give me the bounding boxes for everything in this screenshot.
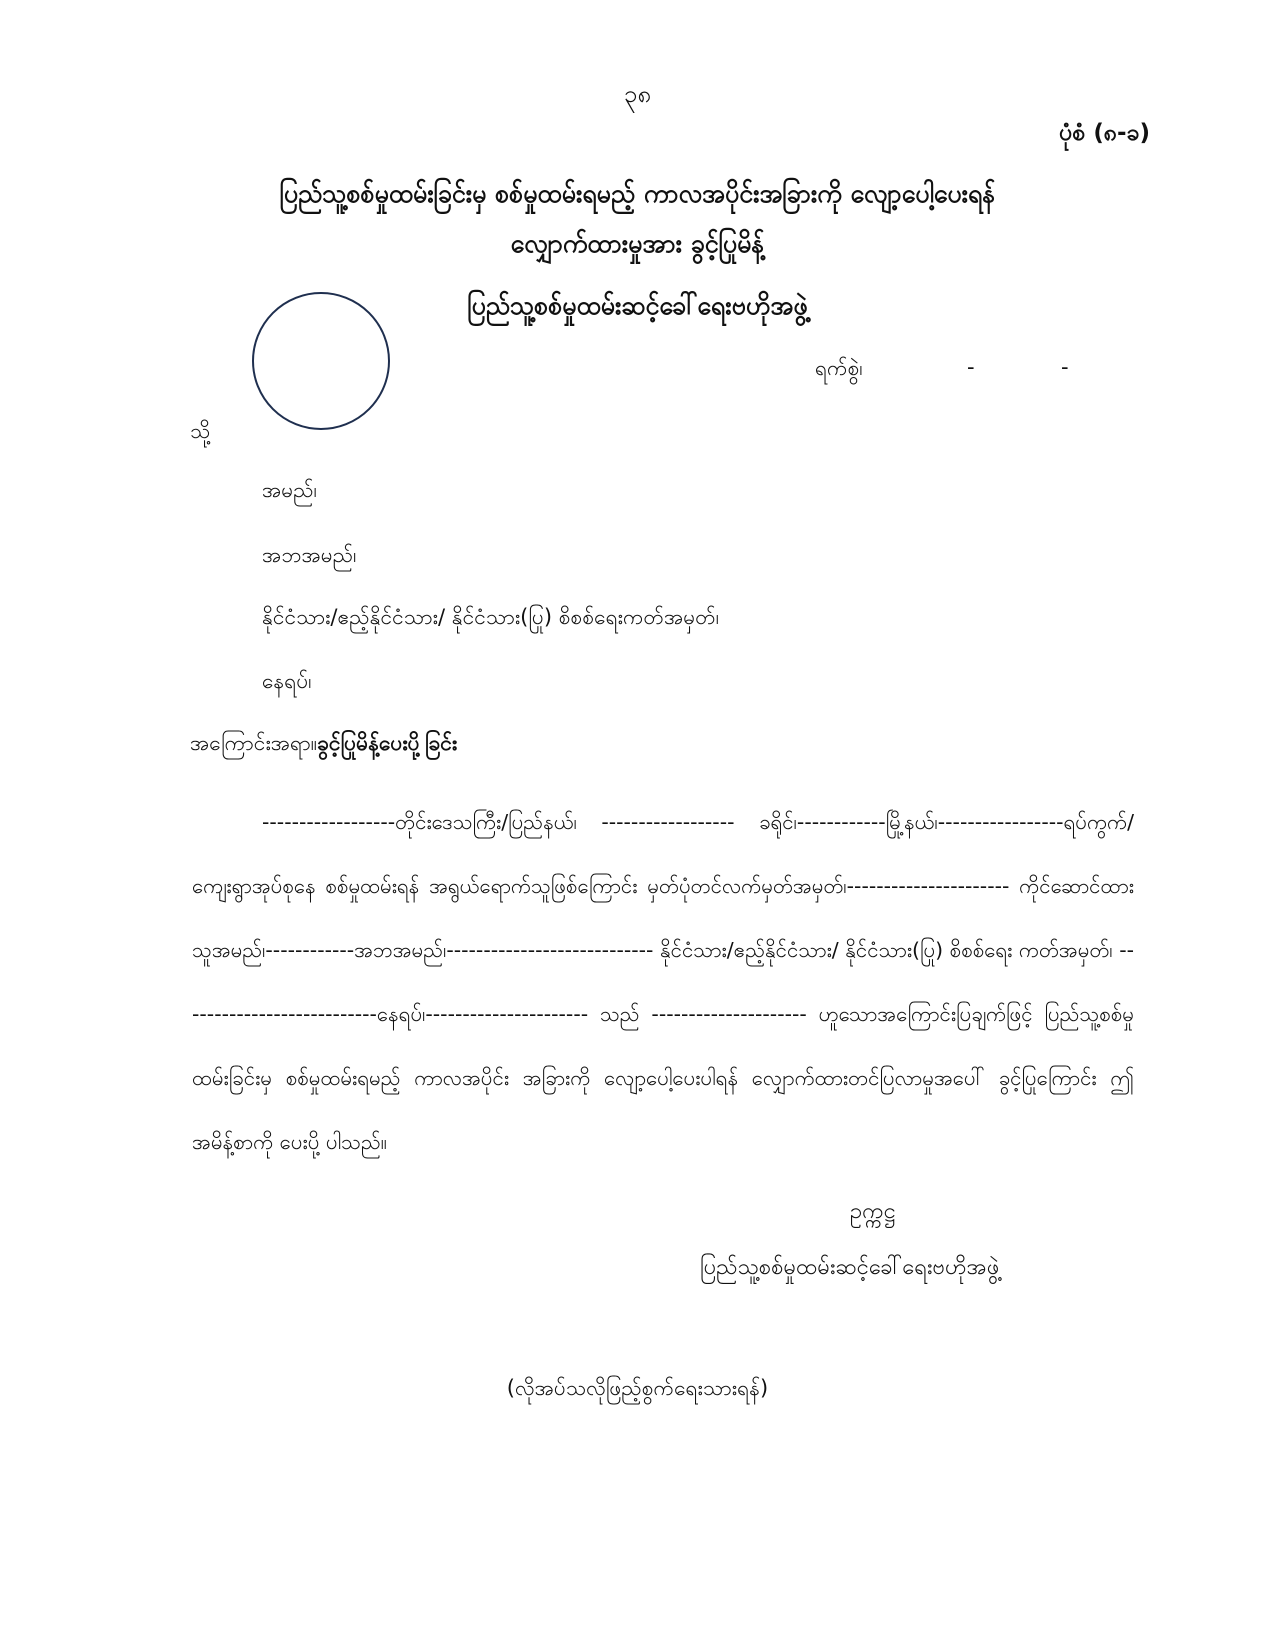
field-father-name: အဘအမည်၊ [262, 543, 357, 567]
footer-note: (လိုအပ်သလိုဖြည့်စွက်ရေးသားရန်) [506, 1376, 769, 1400]
document-title-line-1: ပြည်သူ့စစ်မှုထမ်းခြင်းမှ စစ်မှုထမ်းရမည့် ကာလအပိုင်းအခြားကို လျော့ပေါ့ပေးရန် [279, 179, 996, 208]
field-nrc: နိုင်ငံသား/ဧည့်နိုင်ငံသား/ နိုင်ငံသား(ပြု) စိစစ်ရေးကတ်အမှတ်၊ [262, 605, 720, 629]
body-paragraph: ------------------တိုင်းဒေသကြီး/ပြည်နယ်၊ ------------------ ခရိုင်၊------------မြို့နယ်၊-----------------ရပ်ကွက်/ကျေးရွာအုပ်စုနေ စစ်မှုထမ်းရန် အရွယ်ရောက်သူဖြစ်ကြောင်း မှတ်ပုံတင်လက်မှတ်အမှတ်၊---------------------- ကိုင်ဆောင်ထားသူအမည်၊------------အဘအမည်၊---------------------------- နိုင်ငံသား/ဧည့်နိုင်ငံသား/ နိုင်ငံသား(ပြု) စိစစ်ရေး ကတ်အမှတ်၊ ---------------------------နေရပ်၊---------------------- သည် --------------------- ဟူသောအကြောင်းပြချက်ဖြင့် ပြည်သူ့စစ်မှုထမ်းခြင်းမှ စစ်မှုထမ်းရမည့် ကာလအပိုင်း အခြားကို လျော့ပေါ့ပေးပါရန် လျှောက်ထားတင်ပြလာမှုအပေါ် ခွင့်ပြုကြောင်း ဤအမိန့်စာကို ပေးပို့ ပါသည်။ [192, 810, 1134, 1154]
closing-title: ဥက္ကဋ္ဌ [850, 1199, 896, 1224]
subject-text: ခွင့်ပြုမိန့်ပေးပို့ခြင်း [317, 731, 458, 755]
seal-circle [252, 292, 390, 430]
date-label: ရက်စွဲ၊ [815, 356, 863, 380]
date-separator: - [967, 355, 975, 379]
subject-line [190, 730, 457, 761]
page-number: ၃၈ [623, 80, 652, 108]
issuing-body-title: ပြည်သူ့စစ်မှုထမ်းဆင့်ခေါ်ရေးဗဟိုအဖွဲ့ [467, 291, 808, 320]
date-row [815, 355, 1095, 386]
field-address: နေရပ်၊ [262, 669, 312, 693]
document-title-line-2: လျှောက်ထားမှုအား ခွင့်ပြုမိန့် [510, 229, 765, 258]
form-number: ပုံစံ (၈-ခ) [1059, 120, 1150, 146]
field-name: အမည်၊ [262, 478, 317, 502]
date-separator: - [1061, 355, 1069, 379]
closing-organization: ပြည်သူ့စစ်မှုထမ်းဆင့်ခေါ်ရေးဗဟိုအဖွဲ့ [700, 1255, 1000, 1280]
subject-label: အကြောင်းအရာ။ [190, 731, 318, 755]
recipient-label: သို့ [190, 419, 211, 443]
